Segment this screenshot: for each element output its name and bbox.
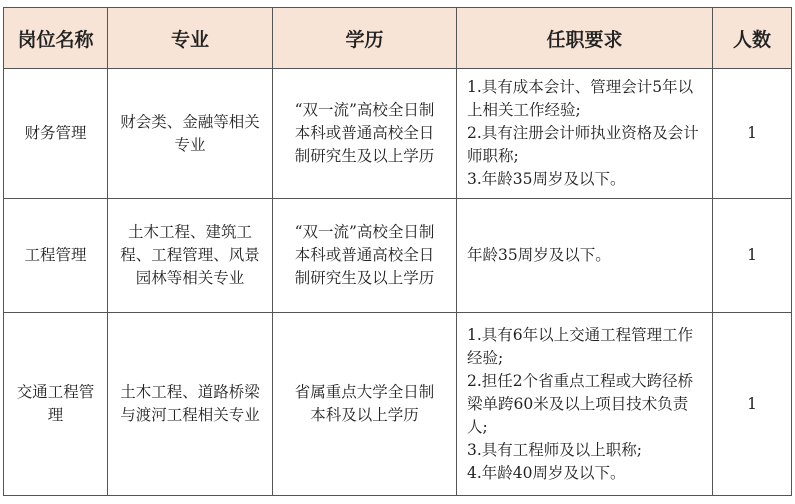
header-count: 人数 (713, 8, 792, 69)
position-text: 交通工程管理 (16, 383, 95, 424)
major-text: 土木工程、建筑工程、工程管理、风景园林等相关专业 (120, 223, 260, 287)
cell-position: 工程管理 (4, 199, 108, 313)
requirement-item: 2.担任2个省重点工程或大跨径桥梁单跨60米及以上项目技术负责人; (467, 371, 694, 436)
requirement-item: 年龄35周岁及以下。 (467, 246, 611, 264)
education-text: “双一流”高校全日制本科或普通高校全日制研究生及以上学历 (294, 223, 435, 287)
education-text: “双一流”高校全日制本科或普通高校全日制研究生及以上学历 (294, 101, 435, 165)
cell-count: 1 (713, 313, 792, 496)
header-row (4, 8, 792, 69)
table-row (4, 69, 792, 199)
cell-count: 1 (713, 199, 792, 313)
cell-count: 1 (713, 69, 792, 199)
requirement-item: 1.具有成本会计、管理会计5年以上相关工作经验; (467, 78, 694, 119)
cell-requirements (457, 69, 713, 199)
cell-major (108, 313, 273, 496)
cell-major (108, 199, 273, 313)
table-row (4, 313, 792, 496)
cell-education (273, 313, 457, 496)
requirement-item: 3.具有工程师及以上职称; (467, 440, 643, 459)
major-text: 财会类、金融等相关专业 (120, 112, 260, 154)
requirement-item: 3.年龄35周岁及以下。 (467, 170, 626, 188)
header-education: 学历 (273, 8, 457, 69)
cell-education (273, 69, 457, 199)
requirement-item: 1.具有6年以上交通工程管理工作经验; (467, 325, 694, 367)
header-position: 岗位名称 (4, 8, 108, 69)
requirement-item: 2.具有注册会计师执业资格及会计师职称; (467, 124, 699, 165)
requirement-item: 4.年龄40周岁及以下。 (467, 463, 626, 482)
cell-position: 财务管理 (4, 69, 108, 199)
cell-requirements (457, 199, 713, 313)
cell-major (108, 69, 273, 199)
cell-position (4, 313, 108, 496)
header-requirements: 任职要求 (457, 8, 713, 69)
education-text: 省属重点大学全日制本科及以上学历 (294, 383, 435, 424)
table-row (4, 199, 792, 313)
cell-requirements (457, 313, 713, 496)
cell-education (273, 199, 457, 313)
recruitment-table (3, 7, 792, 496)
major-text: 土木工程、道路桥梁与渡河工程相关专业 (120, 383, 260, 424)
header-major: 专业 (108, 8, 273, 69)
